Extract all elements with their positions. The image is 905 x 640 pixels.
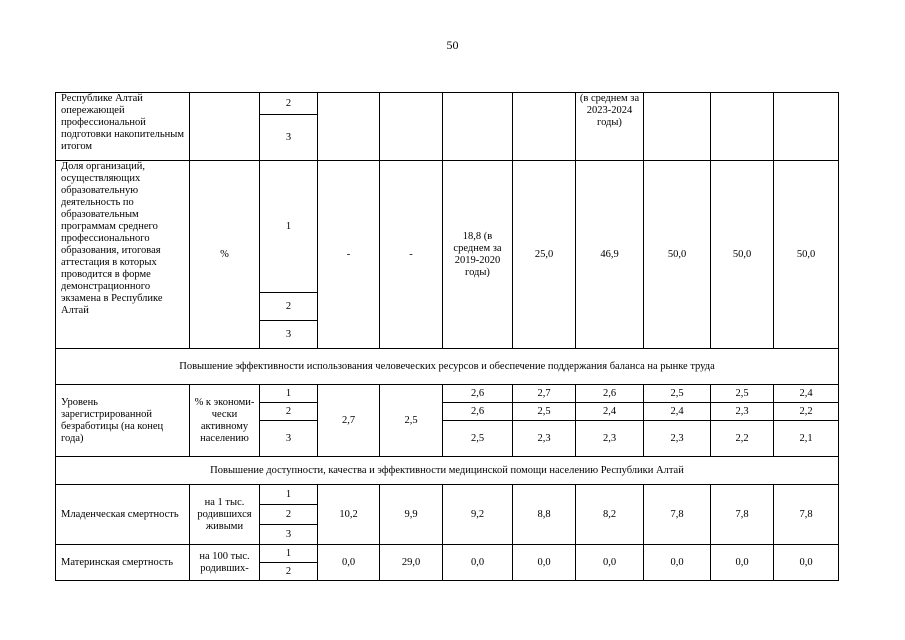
value-cell <box>644 93 711 161</box>
value-cell: 18,8 (в среднем за 2019-2020 годы) <box>443 161 513 349</box>
indicator-name: Республике Алтай опережающей профессиональной подготовки накопительным итогом <box>56 93 190 161</box>
value-cell: 9,9 <box>380 485 443 545</box>
value-cell: 0,0 <box>774 545 839 581</box>
scenario-number: 3 <box>260 321 318 349</box>
indicators-table <box>55 92 839 581</box>
indicator-name: Доля организаций, осуществляющих образовательную деятельность по образовательным программам среднего профессионального образования, итоговая аттестация в которых проводится в форме демонстрационного экзамена в Республике Алтай <box>56 161 190 349</box>
value-cell: 2,3 <box>576 421 644 457</box>
value-cell: 9,2 <box>443 485 513 545</box>
value-cell: 7,8 <box>711 485 774 545</box>
unit-cell: на 100 тыс. родивших- <box>190 545 260 581</box>
value-note: (в среднем за 2023-2024 годы) <box>576 93 644 161</box>
scenario-number: 1 <box>260 545 318 563</box>
value-cell: 2,1 <box>774 421 839 457</box>
value-cell: 50,0 <box>711 161 774 349</box>
value-cell <box>513 93 576 161</box>
unit-cell: % <box>190 161 260 349</box>
value-cell <box>380 93 443 161</box>
value-cell: 2,5 <box>711 385 774 403</box>
unit-cell <box>190 93 260 161</box>
value-cell: 46,9 <box>576 161 644 349</box>
value-cell: 2,4 <box>576 403 644 421</box>
page-number: 50 <box>446 38 459 52</box>
value-cell: 2,4 <box>644 403 711 421</box>
scenario-number: 2 <box>260 563 318 581</box>
scenario-number: 1 <box>260 485 318 505</box>
unit-cell: % к экономи-чески активному населению <box>190 385 260 457</box>
value-cell: 2,5 <box>644 385 711 403</box>
indicator-name: Младенческая смертность <box>56 485 190 545</box>
value-cell: 2,7 <box>318 385 380 457</box>
scenario-number: 1 <box>260 385 318 403</box>
value-cell: 8,8 <box>513 485 576 545</box>
value-cell: 2,5 <box>443 421 513 457</box>
value-cell: 2,3 <box>711 403 774 421</box>
value-cell <box>774 93 839 161</box>
scenario-number: 2 <box>260 293 318 321</box>
section-heading: Повышение эффективности использования человеческих ресурсов и обеспечение поддержания баланса на рынке труда <box>56 349 839 385</box>
value-cell: - <box>380 161 443 349</box>
value-cell <box>711 93 774 161</box>
value-cell: 7,8 <box>644 485 711 545</box>
value-cell: 0,0 <box>513 545 576 581</box>
scenario-number: 1 <box>260 161 318 293</box>
value-cell: 2,5 <box>513 403 576 421</box>
scenario-number: 2 <box>260 505 318 525</box>
value-cell: 25,0 <box>513 161 576 349</box>
value-cell: 2,6 <box>443 403 513 421</box>
value-cell: 8,2 <box>576 485 644 545</box>
scenario-number: 2 <box>260 403 318 421</box>
value-cell: 0,0 <box>711 545 774 581</box>
indicator-name: Материнская смертность <box>56 545 190 581</box>
value-cell <box>443 93 513 161</box>
value-cell: 2,2 <box>711 421 774 457</box>
value-cell: 2,3 <box>513 421 576 457</box>
indicator-name: Уровень зарегистрированной безработицы (на конец года) <box>56 385 190 457</box>
value-cell <box>318 93 380 161</box>
value-cell: - <box>318 161 380 349</box>
value-cell: 0,0 <box>644 545 711 581</box>
value-cell: 2,6 <box>576 385 644 403</box>
section-heading: Повышение доступности, качества и эффективности медицинской помощи населению Республики Алтай <box>56 457 839 485</box>
value-cell: 50,0 <box>644 161 711 349</box>
value-cell: 2,5 <box>380 385 443 457</box>
value-cell: 0,0 <box>443 545 513 581</box>
value-cell: 10,2 <box>318 485 380 545</box>
scenario-number: 3 <box>260 525 318 545</box>
value-cell: 50,0 <box>774 161 839 349</box>
value-cell: 2,4 <box>774 385 839 403</box>
value-cell: 2,6 <box>443 385 513 403</box>
scenario-number: 3 <box>260 421 318 457</box>
scenario-number: 2 <box>260 93 318 115</box>
value-cell: 0,0 <box>576 545 644 581</box>
value-cell: 0,0 <box>318 545 380 581</box>
unit-cell: на 1 тыс. родившихся живыми <box>190 485 260 545</box>
scenario-number: 3 <box>260 115 318 161</box>
value-cell: 29,0 <box>380 545 443 581</box>
value-cell: 2,3 <box>644 421 711 457</box>
value-cell: 7,8 <box>774 485 839 545</box>
value-cell: 2,7 <box>513 385 576 403</box>
value-cell: 2,2 <box>774 403 839 421</box>
